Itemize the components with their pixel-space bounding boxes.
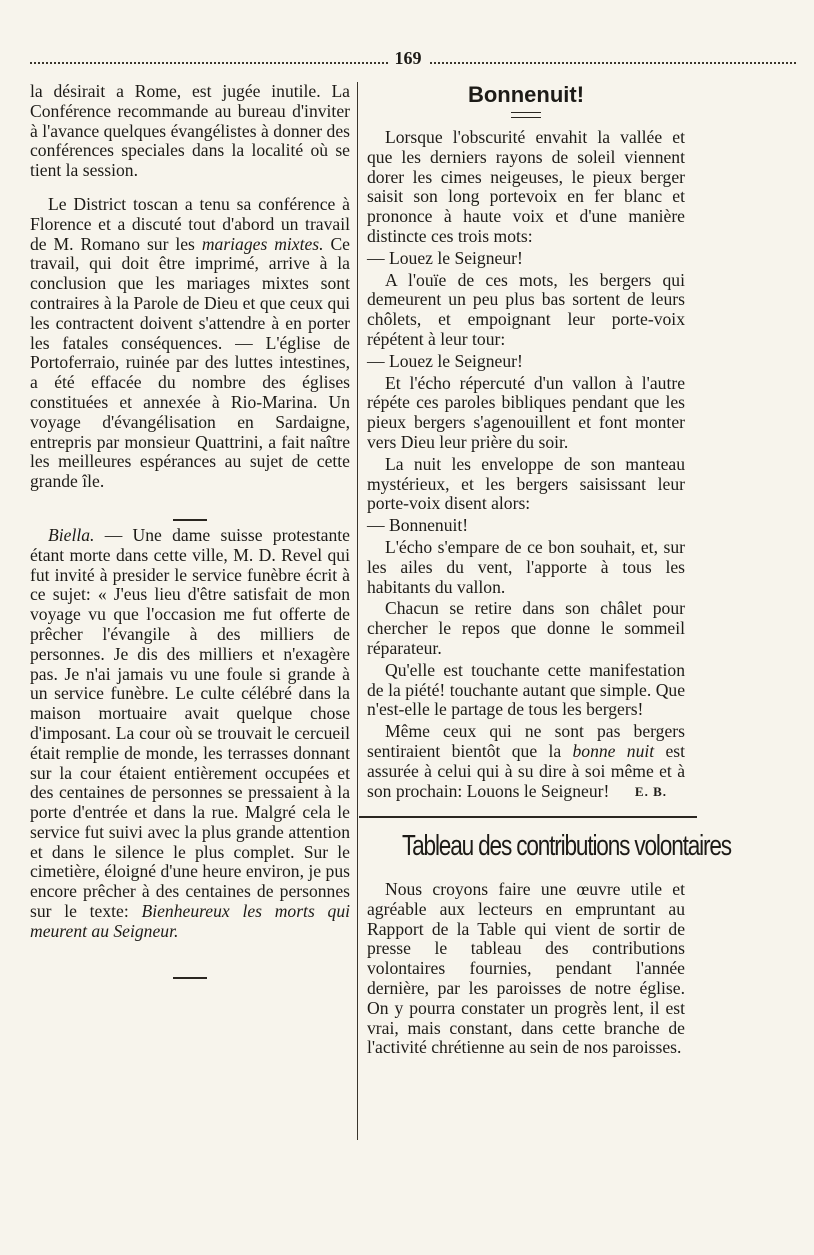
paragraph-text-continued: Ce travail, qui doit être imprimé, arrive à la conclusion que les mariages mixtes sont contraires à la Parole de Dieu et que ceux qui les contractent doivent s'attendre à en porter les fatales conséquences. — L'église de Portoferraio, ruinée par des luttes intestines, a été effacée du nombre des églises constituées et annexée à Rio-Marina. Un voyage d'évangélisation en Sardaigne, entrepris par monsieur Quattrini, a fait naître les meilleures espérances au sujet de cette grande île.: [30, 233, 350, 492]
paragraph: Lorsque l'obscurité envahit la vallée et que les derniers rayons de soleil viennent dorer les cimes neigeuses, le pieux berger saisit son long portevoix en fer blanc et prononce à haute voix et d'une manière distincte ces trois mots:: [367, 127, 685, 246]
title-rule: [511, 112, 541, 118]
paragraph-text: Le District toscan a tenu sa conférence à Florence et a discuté tout d'abord un travail de M. Romano sur les: [30, 193, 350, 254]
section-separator: [30, 964, 350, 970]
paragraph: A l'ouïe de ces mots, les bergers qui demeurent un peu plus bas sortent de leurs chôlets, et empoignant leur porte-voix répétent à leur tour:: [367, 269, 685, 349]
signature: E. B.: [634, 784, 667, 800]
paragraph: Chacun se retire dans son châlet pour chercher le repos que donne le sommeil réparateur.: [367, 598, 685, 658]
paragraph: — Louez le Seigneur!: [367, 247, 523, 268]
right-column: [367, 82, 731, 1058]
paragraph-district-toscan: [30, 195, 350, 492]
paragraph: — Louez le Seigneur!: [367, 350, 523, 371]
paragraph: — Bonnenuit!: [367, 515, 469, 536]
paragraph: Qu'elle est touchante cette manifestation de la piété! touchante autant que simple. Que n'est-elle le partage de tous les bergers!: [367, 659, 685, 720]
section-separator: [30, 506, 350, 512]
paragraph: L'écho s'empare de ce bon souhait, et, sur les ailes du vent, l'apporte à tous les habitants du vallon.: [367, 536, 685, 597]
paragraph-text: Même ceux qui ne sont pas bergers sentiraient bientôt que la: [367, 721, 685, 761]
paragraph-tableau: Nous croyons faire une œuvre utile et agréable aux lecteurs en empruntant au Rapport de la Table qui vient de sortir de presse le tableau des contributions volontaires fournies, pendant l'année dernière, par les paroisses de notre église. On y pourra constater un progrès lent, il est vrai, mais constant, dans cette branche de l'activité chrétienne au sein de nos paroisses.: [367, 879, 685, 1058]
paragraph-text: — Une dame suisse protestante étant morte dans cette ville, M. D. Revel qui fut invité à presider le service funèbre écrit à ce sujet: « J'eus lieu d'être satisfait de mon voyage vu que l'occasion me fut offerte de prêcher l'évangile à des milliers de personnes. Je dis des milliers et n'exagère pas. Je n'ai jamais vu une foule si grande à un service funèbre. Le culte célébré dans la maison mortuaire avait quelque chose d'imposant. La cour où se trouvait le cercueil était remplie de monde, les terrasses donnant sur la cour étaient entièrement occupées et des centaines de personnes se pressaient à la porte d'entrée et dans la rue. Malgré cela le service fut suivi avec la plus grande attention et dans le silence le plus complet. Sur le cimetière, éloigné d'une heure environ, je pus encore prêcher à des centaines de personnes sur le texte:: [30, 524, 350, 922]
paragraph: La nuit les enveloppe de son manteau mystérieux, et les bergers saisissant leur porte-voix disent alors:: [367, 453, 685, 514]
paragraph-biella: [30, 526, 350, 942]
paragraph-text-continued: est assurée à celui qui à su dire à soi même et à son prochain: Louons le Seigneur!: [367, 740, 685, 801]
section-rule: [359, 816, 697, 818]
section-title: Tableau des contributions volontaires: [401, 830, 731, 863]
quoted-text: Bienheureux les morts qui meurent au Seigneur.: [30, 901, 351, 941]
italic-phrase: mariages mixtes.: [201, 233, 324, 254]
page-number: 169: [388, 48, 428, 69]
left-column: [30, 82, 350, 984]
article-title: Bonnenuit!: [467, 82, 585, 107]
place-name: Biella.: [48, 524, 95, 545]
paragraph-conference: la désirait a Rome, est jugée inutile. La Conférence recommande au bureau d'inviter à l'avance quelques évangélistes à donner des conférences speciales dans la localité où se tient la session.: [30, 81, 350, 181]
italic-phrase: bonne nuit: [572, 740, 655, 761]
column-divider: [357, 82, 358, 1140]
paragraph: Et l'écho répercuté d'un vallon à l'autre répéte ces paroles bibliques pendant que les pieux bergers s'agenouillent et font monter vers Dieu leur prière du soir.: [367, 372, 685, 452]
